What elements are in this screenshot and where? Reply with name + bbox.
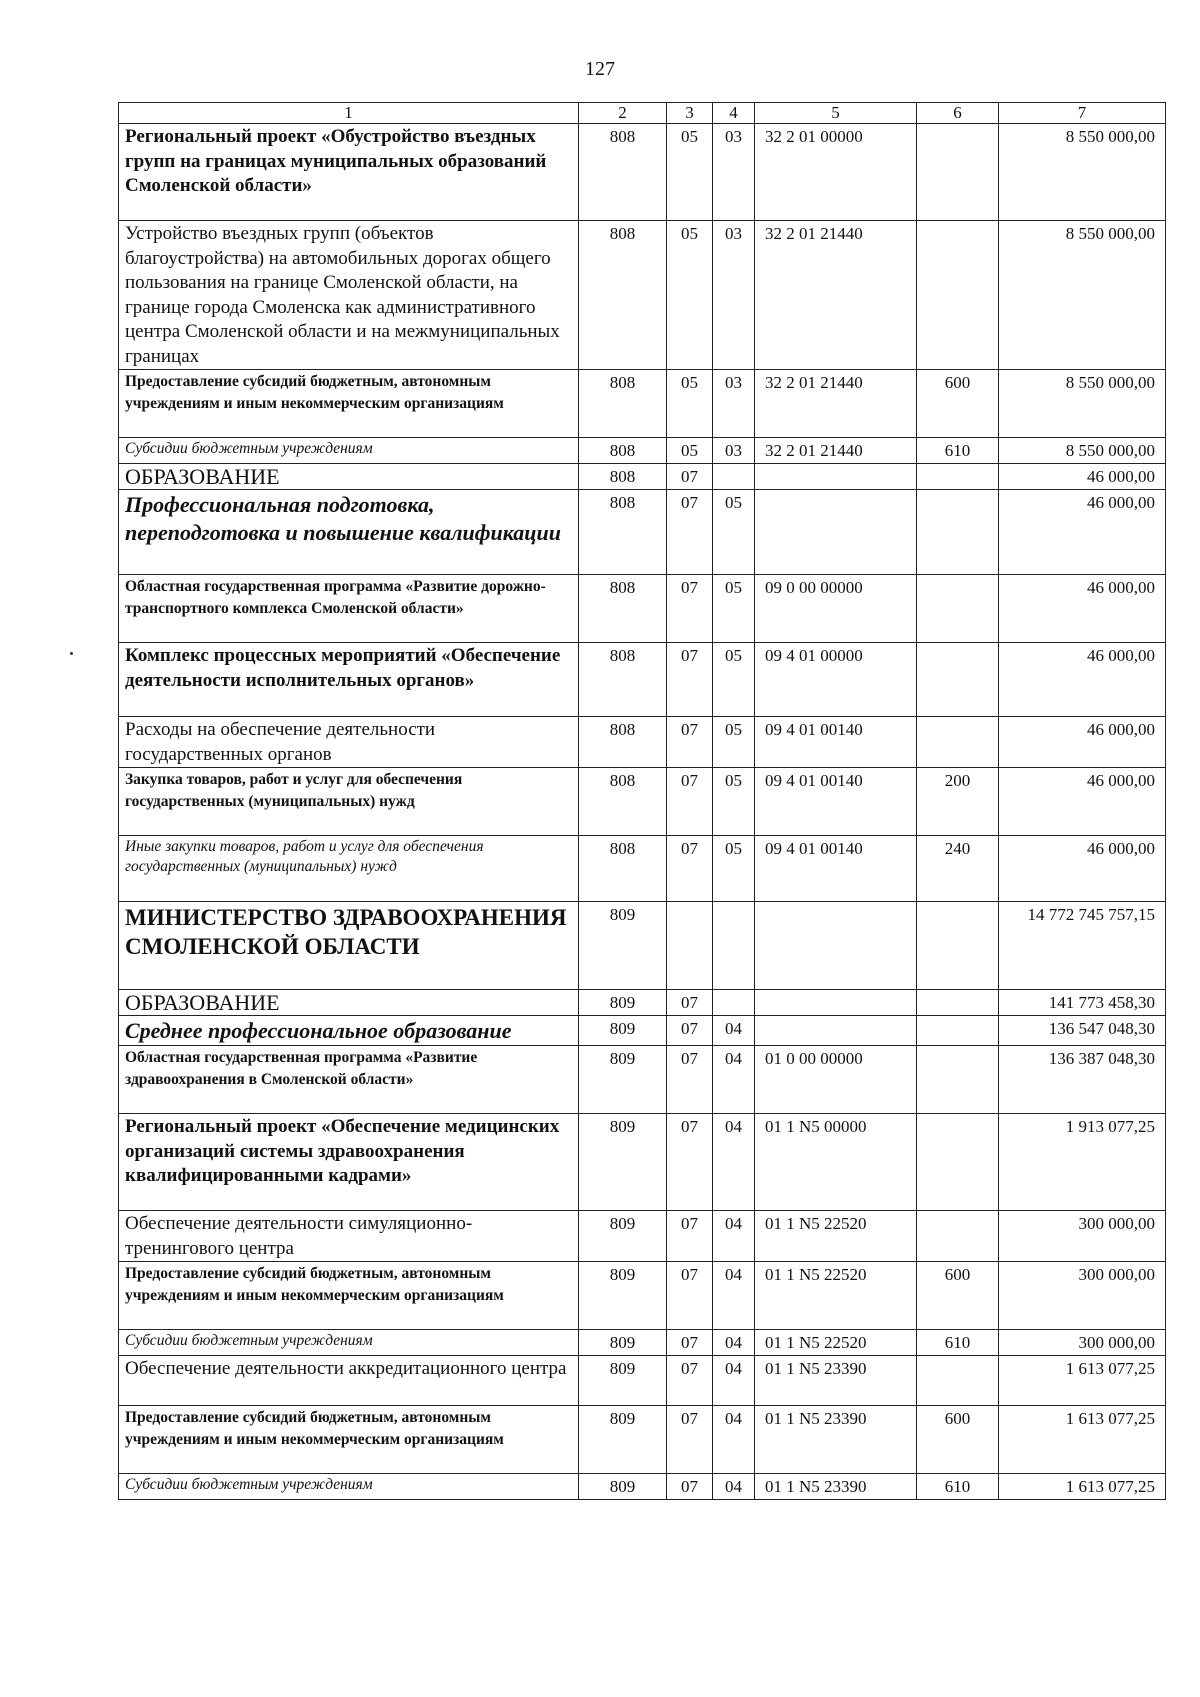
- subsection-code: 04: [713, 1046, 755, 1114]
- ministry-code: 809: [579, 1046, 667, 1114]
- expense-type-code: [917, 490, 999, 575]
- section-code: 07: [667, 717, 713, 768]
- subsection-code: 03: [713, 124, 755, 221]
- amount: 14 772 745 757,15: [999, 902, 1166, 990]
- section-code: 07: [667, 768, 713, 836]
- table-row: [119, 370, 1166, 438]
- amount: 136 547 048,30: [999, 1016, 1166, 1046]
- amount: 141 773 458,30: [999, 990, 1166, 1016]
- target-article-code: 01 1 N5 23390: [755, 1356, 917, 1406]
- section-code: 07: [667, 1330, 713, 1356]
- ministry-code: 809: [579, 1474, 667, 1500]
- section-code: 05: [667, 221, 713, 370]
- table-row: [119, 1474, 1166, 1500]
- expense-type-code: [917, 221, 999, 370]
- amount: 8 550 000,00: [999, 438, 1166, 464]
- expense-type-code: 240: [917, 836, 999, 902]
- ministry-code: 808: [579, 221, 667, 370]
- subsection-code: 03: [713, 221, 755, 370]
- amount: 300 000,00: [999, 1211, 1166, 1262]
- ministry-code: 808: [579, 575, 667, 643]
- section-code: 07: [667, 575, 713, 643]
- expense-type-code: 610: [917, 438, 999, 464]
- ministry-code: 809: [579, 1114, 667, 1211]
- target-article-code: 32 2 01 00000: [755, 124, 917, 221]
- subsection-code: 04: [713, 1330, 755, 1356]
- expense-type-code: [917, 643, 999, 717]
- section-code: 07: [667, 1406, 713, 1474]
- subsection-code: 03: [713, 438, 755, 464]
- item-name: Региональный проект «Обустройство въездных групп на границах муниципальных образований Смоленской области»: [119, 124, 579, 221]
- table-row: [119, 1046, 1166, 1114]
- amount: 46 000,00: [999, 643, 1166, 717]
- amount: 1 913 077,25: [999, 1114, 1166, 1211]
- item-name: ОБРАЗОВАНИЕ: [119, 990, 579, 1016]
- table-row: [119, 717, 1166, 768]
- table-body: [119, 103, 1166, 1500]
- table-row: [119, 643, 1166, 717]
- expense-type-code: [917, 990, 999, 1016]
- ministry-code: 809: [579, 990, 667, 1016]
- table-row: [119, 990, 1166, 1016]
- item-name: Субсидии бюджетным учреждениям: [119, 1474, 579, 1500]
- expense-type-code: [917, 124, 999, 221]
- section-code: 05: [667, 124, 713, 221]
- target-article-code: 32 2 01 21440: [755, 438, 917, 464]
- margin-mark: [70, 652, 73, 655]
- table-row: [119, 575, 1166, 643]
- target-article-code: 09 4 01 00000: [755, 643, 917, 717]
- target-article-code: [755, 990, 917, 1016]
- section-code: 07: [667, 490, 713, 575]
- expense-type-code: 200: [917, 768, 999, 836]
- item-name: Обеспечение деятельности симуляционно-тренингового центра: [119, 1211, 579, 1262]
- header-row: [119, 103, 1166, 124]
- column-header-5: 5: [755, 103, 917, 124]
- table-row: [119, 836, 1166, 902]
- expense-type-code: [917, 717, 999, 768]
- subsection-code: 05: [713, 643, 755, 717]
- item-name: Предоставление субсидий бюджетным, автономным учреждениям и иным некоммерческим организациям: [119, 1262, 579, 1330]
- table-row: [119, 124, 1166, 221]
- expense-type-code: 600: [917, 1406, 999, 1474]
- subsection-code: 05: [713, 490, 755, 575]
- ministry-code: 809: [579, 902, 667, 990]
- expense-type-code: [917, 1114, 999, 1211]
- target-article-code: [755, 464, 917, 490]
- amount: 8 550 000,00: [999, 221, 1166, 370]
- target-article-code: 09 4 01 00140: [755, 717, 917, 768]
- expense-type-code: 600: [917, 1262, 999, 1330]
- ministry-code: 809: [579, 1330, 667, 1356]
- budget-table: [118, 102, 1166, 1500]
- subsection-code: 04: [713, 1406, 755, 1474]
- section-code: 07: [667, 990, 713, 1016]
- column-header-3: 3: [667, 103, 713, 124]
- subsection-code: 05: [713, 836, 755, 902]
- column-header-6: 6: [917, 103, 999, 124]
- ministry-code: 808: [579, 643, 667, 717]
- section-code: 07: [667, 1046, 713, 1114]
- target-article-code: 01 0 00 00000: [755, 1046, 917, 1114]
- section-code: 07: [667, 1356, 713, 1406]
- table-row: [119, 1406, 1166, 1474]
- item-name: Предоставление субсидий бюджетным, автономным учреждениям и иным некоммерческим организациям: [119, 1406, 579, 1474]
- subsection-code: 04: [713, 1211, 755, 1262]
- item-name: Профессиональная подготовка, переподготовка и повышение квалификации: [119, 490, 579, 575]
- item-name: МИНИСТЕРСТВО ЗДРАВООХРАНЕНИЯ СМОЛЕНСКОЙ ОБЛАСТИ: [119, 902, 579, 990]
- amount: 1 613 077,25: [999, 1356, 1166, 1406]
- target-article-code: 32 2 01 21440: [755, 370, 917, 438]
- subsection-code: 04: [713, 1262, 755, 1330]
- table-row: [119, 490, 1166, 575]
- target-article-code: 09 4 01 00140: [755, 768, 917, 836]
- section-code: 07: [667, 1211, 713, 1262]
- section-code: 05: [667, 438, 713, 464]
- expense-type-code: [917, 902, 999, 990]
- target-article-code: 01 1 N5 00000: [755, 1114, 917, 1211]
- amount: 1 613 077,25: [999, 1474, 1166, 1500]
- page-number: 127: [585, 58, 615, 80]
- item-name: Региональный проект «Обеспечение медицинских организаций системы здравоохранения квалифицированными кадрами»: [119, 1114, 579, 1211]
- item-name: Комплекс процессных мероприятий «Обеспечение деятельности исполнительных органов»: [119, 643, 579, 717]
- ministry-code: 808: [579, 768, 667, 836]
- table-row: [119, 438, 1166, 464]
- target-article-code: 32 2 01 21440: [755, 221, 917, 370]
- table-row: [119, 464, 1166, 490]
- ministry-code: 808: [579, 836, 667, 902]
- amount: 46 000,00: [999, 464, 1166, 490]
- subsection-code: [713, 464, 755, 490]
- table-row: [119, 768, 1166, 836]
- subsection-code: 05: [713, 575, 755, 643]
- amount: 46 000,00: [999, 836, 1166, 902]
- item-name: Иные закупки товаров, работ и услуг для обеспечения государственных (муниципальных) нужд: [119, 836, 579, 902]
- amount: 46 000,00: [999, 490, 1166, 575]
- section-code: 07: [667, 1016, 713, 1046]
- item-name: Областная государственная программа «Развитие дорожно-транспортного комплекса Смоленской области»: [119, 575, 579, 643]
- table-row: [119, 1114, 1166, 1211]
- item-name: Устройство въездных групп (объектов благоустройства) на автомобильных дорогах общего пользования на границе Смоленской области, на границе города Смоленска как административного центра Смоленской области и на межмуниципальных границах: [119, 221, 579, 370]
- expense-type-code: 610: [917, 1330, 999, 1356]
- table-row: [119, 902, 1166, 990]
- column-header-2: 2: [579, 103, 667, 124]
- target-article-code: 09 4 01 00140: [755, 836, 917, 902]
- amount: 300 000,00: [999, 1262, 1166, 1330]
- expense-type-code: 600: [917, 370, 999, 438]
- column-header-7: 7: [999, 103, 1166, 124]
- ministry-code: 808: [579, 717, 667, 768]
- expense-type-code: [917, 1356, 999, 1406]
- column-header-1: 1: [119, 103, 579, 124]
- amount: 46 000,00: [999, 717, 1166, 768]
- section-code: 05: [667, 370, 713, 438]
- table-row: [119, 1262, 1166, 1330]
- section-code: 07: [667, 1114, 713, 1211]
- target-article-code: [755, 490, 917, 575]
- table-row: [119, 221, 1166, 370]
- target-article-code: 09 0 00 00000: [755, 575, 917, 643]
- table-row: [119, 1330, 1166, 1356]
- section-code: 07: [667, 643, 713, 717]
- target-article-code: 01 1 N5 23390: [755, 1474, 917, 1500]
- column-header-4: 4: [713, 103, 755, 124]
- table-row: [119, 1356, 1166, 1406]
- item-name: Предоставление субсидий бюджетным, автономным учреждениям и иным некоммерческим организациям: [119, 370, 579, 438]
- expense-type-code: [917, 1211, 999, 1262]
- expense-type-code: [917, 575, 999, 643]
- ministry-code: 808: [579, 490, 667, 575]
- ministry-code: 809: [579, 1262, 667, 1330]
- expense-type-code: 610: [917, 1474, 999, 1500]
- item-name: Субсидии бюджетным учреждениям: [119, 1330, 579, 1356]
- item-name: Среднее профессиональное образование: [119, 1016, 579, 1046]
- subsection-code: [713, 902, 755, 990]
- section-code: 07: [667, 1474, 713, 1500]
- amount: 136 387 048,30: [999, 1046, 1166, 1114]
- item-name: Областная государственная программа «Развитие здравоохранения в Смоленской области»: [119, 1046, 579, 1114]
- section-code: 07: [667, 464, 713, 490]
- ministry-code: 808: [579, 464, 667, 490]
- expense-type-code: [917, 464, 999, 490]
- subsection-code: 04: [713, 1016, 755, 1046]
- subsection-code: 05: [713, 717, 755, 768]
- subsection-code: 03: [713, 370, 755, 438]
- table-row: [119, 1211, 1166, 1262]
- section-code: [667, 902, 713, 990]
- item-name: ОБРАЗОВАНИЕ: [119, 464, 579, 490]
- ministry-code: 808: [579, 124, 667, 221]
- target-article-code: [755, 1016, 917, 1046]
- target-article-code: 01 1 N5 23390: [755, 1406, 917, 1474]
- section-code: 07: [667, 836, 713, 902]
- ministry-code: 809: [579, 1356, 667, 1406]
- ministry-code: 809: [579, 1211, 667, 1262]
- amount: 46 000,00: [999, 575, 1166, 643]
- target-article-code: 01 1 N5 22520: [755, 1262, 917, 1330]
- item-name: Расходы на обеспечение деятельности государственных органов: [119, 717, 579, 768]
- table-row: [119, 1016, 1166, 1046]
- subsection-code: 04: [713, 1474, 755, 1500]
- ministry-code: 809: [579, 1406, 667, 1474]
- section-code: 07: [667, 1262, 713, 1330]
- item-name: Субсидии бюджетным учреждениям: [119, 438, 579, 464]
- subsection-code: 04: [713, 1356, 755, 1406]
- amount: 8 550 000,00: [999, 124, 1166, 221]
- amount: 46 000,00: [999, 768, 1166, 836]
- item-name: Закупка товаров, работ и услуг для обеспечения государственных (муниципальных) нужд: [119, 768, 579, 836]
- item-name: Обеспечение деятельности аккредитационного центра: [119, 1356, 579, 1406]
- target-article-code: [755, 902, 917, 990]
- ministry-code: 808: [579, 370, 667, 438]
- subsection-code: 04: [713, 1114, 755, 1211]
- subsection-code: [713, 990, 755, 1016]
- amount: 300 000,00: [999, 1330, 1166, 1356]
- ministry-code: 808: [579, 438, 667, 464]
- amount: 8 550 000,00: [999, 370, 1166, 438]
- subsection-code: 05: [713, 768, 755, 836]
- target-article-code: 01 1 N5 22520: [755, 1330, 917, 1356]
- expense-type-code: [917, 1046, 999, 1114]
- expense-type-code: [917, 1016, 999, 1046]
- target-article-code: 01 1 N5 22520: [755, 1211, 917, 1262]
- amount: 1 613 077,25: [999, 1406, 1166, 1474]
- ministry-code: 809: [579, 1016, 667, 1046]
